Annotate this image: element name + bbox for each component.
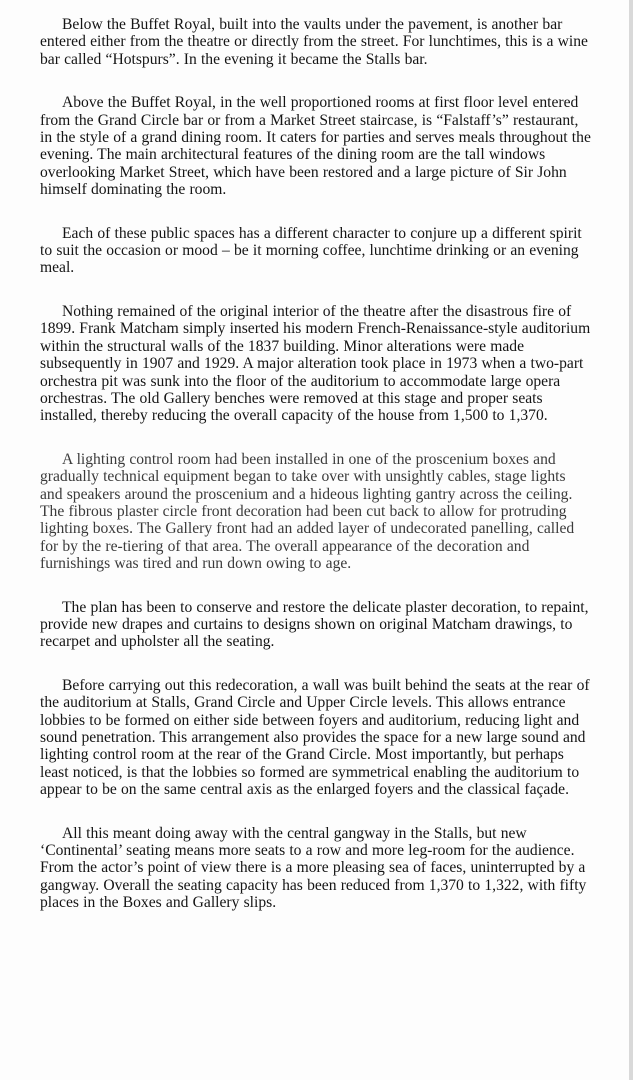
paragraph-public-spaces: Each of these public spaces has a different character to conjure up a different spirit to suit the occasion or mood – be it morning coffee, lunchtime drinking or an evening meal. xyxy=(40,224,582,277)
text-column xyxy=(40,16,592,938)
paragraph-restoration-plan: The plan has been to conserve and restore the delicate plaster decoration, to repaint, provide new drapes and curtains to designs shown on original Matcham drawings, to recarpet and upholster all the seating. xyxy=(40,598,589,651)
paragraph-theatre-history: Nothing remained of the original interior of the theatre after the disastrous fire of 1899. Frank Matcham simply inserted his modern French-Renaissance-style auditorium within the structural walls of the 1837 building. Minor alterations were made subsequently in 1907 and 1929. A major alteration took place in 1973 when a two-part orchestra pit was sunk into the floor of the auditorium to accommodate large opera orchestras. The old Gallery benches were removed at this stage and proper seats installed, thereby reducing the overall capacity of the house from 1,500 to 1,370. xyxy=(40,302,591,425)
paragraph-hotspurs: Below the Buffet Royal, built into the vaults under the pavement, is another bar entered either from the theatre or directly from the street. For lunchtimes, this is a wine bar called “Hotspurs”. In the evening it became the Stalls bar. xyxy=(40,16,588,68)
paragraph-lighting-control: A lighting control room had been installed in one of the proscenium boxes and gradually technical equipment began to take over with unsightly cables, stage lights and speakers around the proscenium and a hideous lighting gantry across the ceiling. The fibrous plaster circle front decoration had been cut back to allow for protruding lighting boxes. The Gallery front had an added layer of undecorated panelling, called for by the re-tiering of that area. The overall appearance of the decoration and furnishings was tired and run down owing to age. xyxy=(40,450,575,573)
paragraph-seating: All this meant doing away with the central gangway in the Stalls, but new ‘Continental’ seating means more seats to a row and more leg-room for the audience. From the actor’s point of view there is a more pleasing sea of faces, uninterrupted by a gangway. Overall the seating capacity has been reduced from 1,370 to 1,322, with fifty places in the Boxes and Gallery slips. xyxy=(40,824,587,912)
paragraph-redecoration: Before carrying out this redecoration, a wall was built behind the seats at the rear of the auditorium at Stalls, Grand Circle and Upper Circle levels. This allows entrance lobbies to be formed on either side between foyers and auditorium, reducing light and sound penetration. This arrangement also provides the space for a new large sound and lighting control room at the rear of the Grand Circle. Most importantly, but perhaps least noticed, is that the lobbies so formed are symmetrical enabling the auditorium to appear to be on the same central axis as the enlarged foyers and the classical façade. xyxy=(40,676,590,799)
paragraph-falstaffs: Above the Buffet Royal, in the well proportioned rooms at first floor level entered from the Grand Circle bar or from a Market Street staircase, is “Falstaff’s” restaurant, in the style of a grand dining room. It caters for parties and serves meals throughout the evening. The main architectural features of the dining room are the tall windows overlooking Market Street, which have been restored and a large picture of Sir John himself dominating the room. xyxy=(40,94,591,199)
